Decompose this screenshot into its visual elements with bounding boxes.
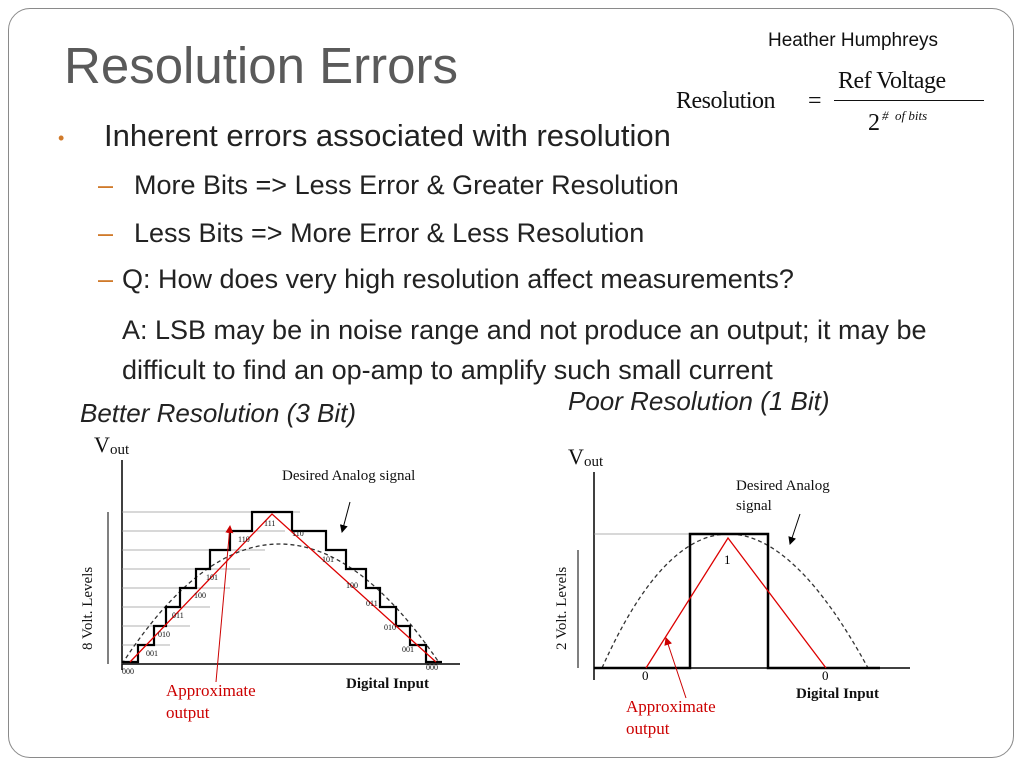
code-up-2: 010	[158, 630, 170, 639]
fraction-bar	[834, 100, 984, 101]
x-axis-label-left: Digital Input	[346, 676, 429, 692]
y-axis-label-left: V	[94, 432, 110, 457]
codes-up	[122, 519, 275, 676]
bullet-marker: •	[58, 128, 65, 148]
resolution-formula	[672, 64, 1002, 154]
approx-label-left-2: output	[166, 703, 210, 722]
desired-signal-pointer-right	[790, 514, 800, 544]
answer-text: A: LSB may be in noise range and not produce an output; it may be difficult to find an op-amp to amplify such small current	[122, 315, 927, 385]
code-high: 1	[724, 552, 731, 567]
poor-resolution-caption: Poor Resolution (1 Bit)	[568, 386, 830, 416]
code-up-5: 101	[206, 573, 218, 582]
volt-levels-left: 8 Volt. Levels	[80, 566, 96, 650]
approx-line-right	[646, 538, 826, 668]
code-up-3: 011	[172, 611, 184, 620]
y-axis-sub-left: out	[110, 442, 130, 458]
desired-signal-pointer-left	[342, 502, 350, 532]
code-low-right: 0	[822, 668, 829, 683]
y-axis-label-right: V	[568, 444, 584, 469]
codes-down	[292, 529, 438, 672]
dash-marker: –	[98, 170, 114, 200]
desired-signal-curve-left	[122, 544, 440, 664]
bullet-main-text: Inherent errors associated with resolution	[104, 118, 671, 153]
approx-label-right-1: Approximate	[626, 697, 716, 716]
code-up-4: 100	[194, 591, 206, 600]
bullet-sub-1-text: More Bits => Less Error & Greater Resolution	[134, 170, 679, 200]
one-bit-diagram	[550, 440, 920, 740]
code-up-6: 110	[238, 535, 250, 544]
code-down-0: 110	[292, 529, 304, 538]
code-down-2: 100	[346, 581, 358, 590]
code-down-6: 000	[426, 663, 438, 672]
desired-signal-curve-right	[602, 534, 868, 668]
three-bit-diagram	[70, 430, 470, 730]
x-axis-label-right: Digital Input	[796, 686, 879, 702]
code-down-1: 101	[322, 555, 334, 564]
dash-marker: –	[98, 218, 114, 248]
bullet-sub-3-text: Q: How does very high resolution affect measurements?	[122, 264, 794, 294]
code-low-left: 0	[642, 668, 649, 683]
code-down-3: 011	[366, 599, 378, 608]
code-up-1: 001	[146, 649, 158, 658]
formula-denominator-exponent: # of bits	[882, 108, 928, 123]
slide-title: Resolution Errors	[64, 37, 458, 94]
approx-label-left-1: Approximate	[166, 681, 256, 700]
code-down-5: 001	[402, 645, 414, 654]
square-output	[594, 534, 880, 668]
bullet-sub-2-text: Less Bits => More Error & Less Resolution	[134, 218, 645, 248]
y-axis-sub-right: out	[584, 454, 604, 470]
code-down-4: 010	[384, 623, 396, 632]
desired-signal-label-right-1: Desired Analog	[736, 478, 830, 494]
code-up-0: 000	[122, 667, 134, 676]
desired-signal-label-right-2: signal	[736, 498, 772, 514]
better-resolution-caption: Better Resolution (3 Bit)	[80, 398, 357, 428]
formula-lhs: Resolution	[676, 88, 776, 114]
dash-marker: –	[98, 264, 114, 294]
desired-signal-label-left: Desired Analog signal	[282, 468, 416, 484]
volt-levels-right: 2 Volt. Levels	[554, 566, 570, 650]
staircase-output	[122, 512, 442, 662]
code-up-7: 111	[264, 519, 276, 528]
approx-label-right-2: output	[626, 719, 670, 738]
formula-denominator-base: 2	[868, 110, 880, 136]
formula-numerator: Ref Voltage	[838, 68, 946, 94]
formula-equals: =	[808, 88, 822, 114]
author-name: Heather Humphreys	[768, 30, 939, 51]
